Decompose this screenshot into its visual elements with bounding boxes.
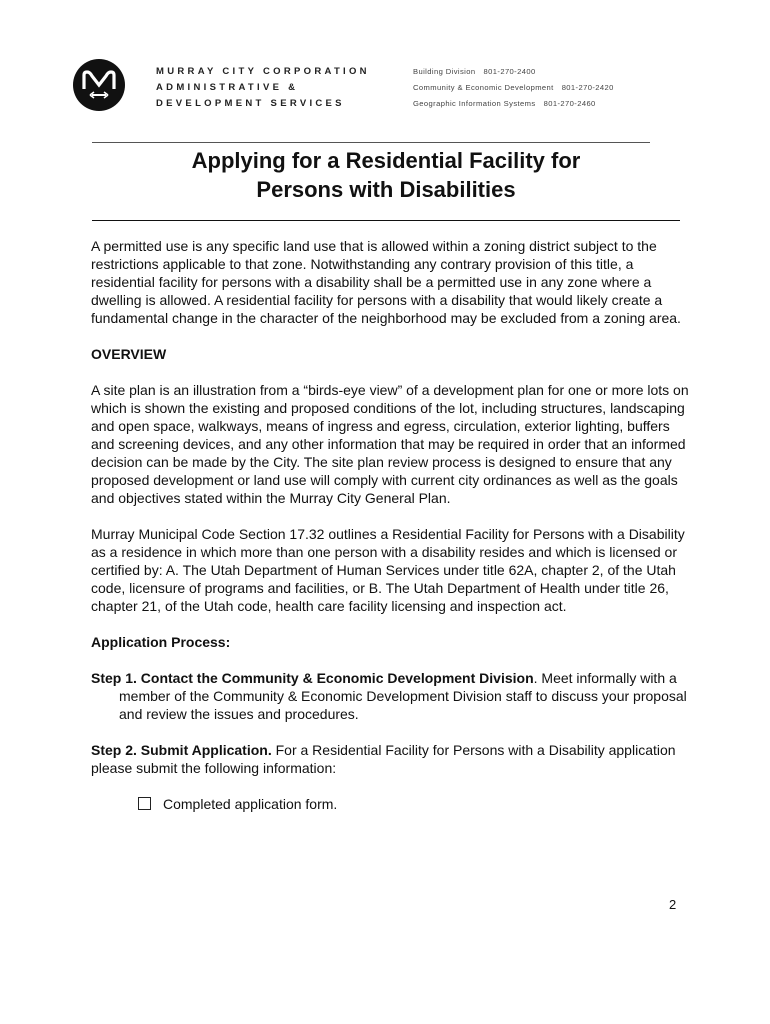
organization-name [156, 64, 370, 112]
document-body [91, 237, 691, 813]
checklist-label: Completed application form. [163, 796, 338, 812]
header-divider [92, 142, 650, 143]
step-1-title: Step 1. Contact the Community & Economic Development Division [91, 670, 534, 686]
contact-name: Building Division [413, 67, 476, 76]
step-1-text: . Meet informally with a member of the Community & Economic Development Division staff to discuss your proposal and review the issues and procedures. [119, 670, 687, 722]
contact-name: Community & Economic Development [413, 83, 554, 92]
overview-paragraph: A site plan is an illustration from a “birds-eye view” of a development plan for one or more lots on which is shown the existing and proposed conditions of the lot, including structures, landscaping and open space, walkways, means of ingress and egress, circulation, exterior lighting, buffers and screening devices, and any other information that may be required in order that an informed decision can be made by the City. The site plan review process is designed to ensure that any proposed development or land use will comply with current city ordinances as well as the goals and objectives stated within the Murray City General Plan. [91, 382, 689, 506]
document-title [92, 146, 680, 204]
step-1 [91, 669, 691, 723]
checklist-item [91, 795, 691, 813]
org-line: MURRAY CITY CORPORATION [156, 66, 370, 77]
murray-city-logo-icon [72, 58, 126, 112]
checkbox-icon[interactable] [138, 797, 151, 810]
contact-phone: 801-270-2420 [561, 83, 614, 92]
step-2 [91, 741, 691, 777]
step-2-title: Step 2. Submit Application. [91, 742, 272, 758]
code-paragraph: Murray Municipal Code Section 17.32 outlines a Residential Facility for Persons with a Disability as a residence in which more than one person with a disability resides and which is licensed or certified by: A. The Utah Department of Human Services under title 62A, chapter 2, of the Utah code, licensure of programs and facilities, or B. The Utah Department of Health under title 26, chapter 21, of the Utah code, health care facility licensing and inspection act. [91, 526, 685, 614]
process-heading: Application Process: [91, 634, 231, 650]
title-line: Persons with Disabilities [256, 177, 516, 202]
org-line: DEVELOPMENT SERVICES [156, 98, 345, 109]
step-2-text: For a Residential Facility for Persons with a Disability application please submit the following information: [91, 742, 676, 776]
intro-paragraph: A permitted use is any specific land use that is allowed within a zoning district subject to the restrictions applicable to that zone. Notwithstanding any contrary provision of this title, a residential facility for persons with a disability shall be a permitted use in any zone where a dwelling is allowed. A residential facility for persons with a disability that would likely create a fundamental change in the character of the neighborhood may be excluded from a zoning area. [91, 238, 681, 326]
contact-phone: 801-270-2400 [483, 67, 536, 76]
title-divider [92, 220, 680, 221]
contact-name: Geographic Information Systems [413, 99, 536, 108]
overview-heading: OVERVIEW [91, 346, 167, 362]
title-line: Applying for a Residential Facility for [191, 148, 581, 173]
contact-row [413, 64, 614, 80]
contact-phone: 801-270-2460 [543, 99, 596, 108]
contact-list [413, 64, 614, 112]
contact-row [413, 80, 614, 96]
contact-row [413, 96, 614, 112]
page-number: 2 [669, 897, 677, 912]
org-line: ADMINISTRATIVE & [156, 82, 299, 93]
